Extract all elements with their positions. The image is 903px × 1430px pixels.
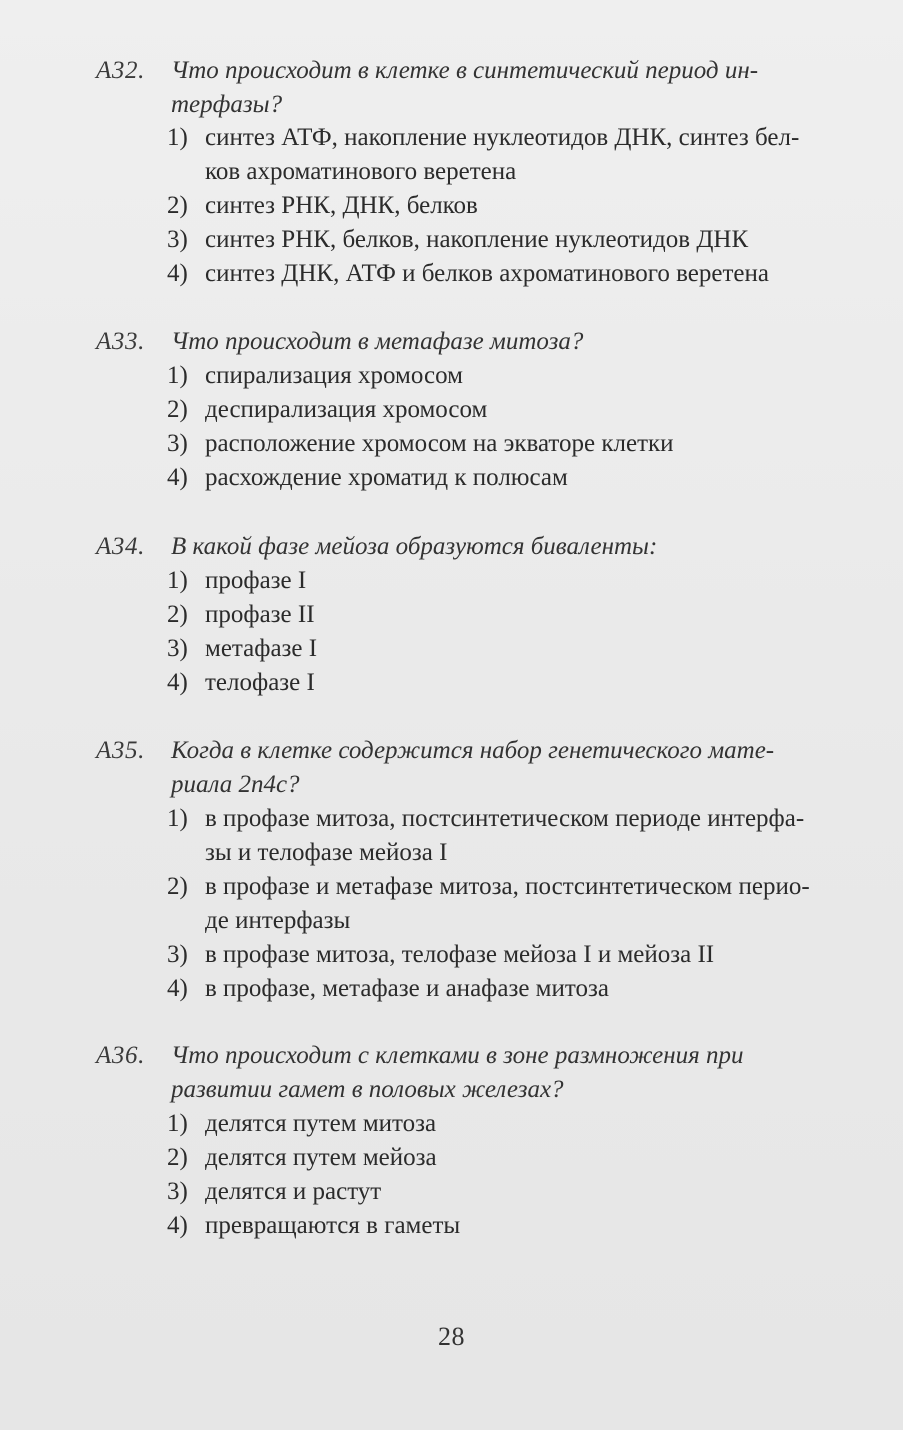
question-text: [171, 54, 867, 122]
answer-line: де интерфазы: [205, 907, 351, 934]
answer-list: [167, 564, 867, 700]
answer-option: [167, 461, 867, 495]
answer-number: 2): [167, 396, 188, 423]
answer-text: [205, 393, 867, 427]
answer-line: превращаются в гаметы: [205, 1212, 461, 1239]
answer-text: [205, 1209, 867, 1243]
answer-number: 2): [167, 873, 188, 900]
answer-text: [205, 223, 867, 257]
question-number: A35.: [96, 737, 145, 764]
answer-number: 4): [167, 260, 188, 287]
answer-line: синтез РНК, ДНК, белков: [205, 192, 478, 219]
question-text-line: Что происходит в метафазе митоза?: [171, 328, 584, 355]
answer-option: [167, 393, 867, 427]
answer-number: 2): [167, 192, 188, 219]
question-text: [171, 325, 867, 359]
answer-option: [167, 1141, 867, 1175]
answer-number: 2): [167, 601, 188, 628]
answer-line: в профазе митоза, телофазе мейоза I и мейоза II: [205, 941, 715, 968]
question-text-line: развитии гамет в половых железах?: [171, 1076, 564, 1103]
answer-number: 3): [167, 635, 188, 662]
answer-line: зы и телофазе мейоза I: [205, 839, 448, 866]
answer-line: синтез АТФ, накопление нуклеотидов ДНК, синтез бел-: [205, 124, 800, 151]
answer-line: профазе II: [205, 601, 315, 628]
answer-number: 2): [167, 1144, 188, 1171]
answer-line: в профазе митоза, постсинтетическом периоде интерфа-: [205, 805, 805, 832]
question-text-line: Когда в клетке содержится набор генетического мате-: [171, 737, 775, 764]
question-a34: [0, 530, 903, 696]
answer-option: [167, 257, 867, 291]
question-a33: [0, 325, 903, 491]
answer-option: [167, 938, 867, 972]
question-text-line: риала 2n4c?: [171, 771, 300, 798]
answer-option: [167, 189, 867, 223]
answer-text: [205, 1175, 867, 1209]
answer-text: [205, 427, 867, 461]
answer-line: в профазе, метафазе и анафазе митоза: [205, 975, 609, 1002]
answer-number: 3): [167, 941, 188, 968]
question-number: A33.: [96, 328, 145, 355]
answer-option: [167, 1209, 867, 1243]
answer-number: 1): [167, 1110, 188, 1137]
answer-line: синтез РНК, белков, накопление нуклеотидов ДНК: [205, 226, 749, 253]
answer-line: в профазе и метафазе митоза, постсинтетическом перио-: [205, 873, 810, 900]
question-text: [171, 734, 867, 802]
answer-option: [167, 666, 867, 700]
answer-number: 1): [167, 362, 188, 389]
question-text-line: Что происходит с клетками в зоне размножения при: [171, 1042, 744, 1069]
answer-line: телофазе I: [205, 669, 315, 696]
answer-line: профазе I: [205, 567, 307, 594]
answer-option: [167, 870, 867, 938]
answer-number: 3): [167, 430, 188, 457]
answer-line: делятся путем митоза: [205, 1110, 437, 1137]
question-number: A36.: [96, 1042, 145, 1069]
question-header: [0, 54, 903, 118]
answer-text: [205, 1107, 867, 1141]
answer-number: 4): [167, 669, 188, 696]
answer-text: [205, 598, 867, 632]
page-number: 28: [438, 1322, 465, 1351]
answer-number: 4): [167, 464, 188, 491]
answer-number: 1): [167, 567, 188, 594]
answer-line: спирализация хромосом: [205, 362, 463, 389]
answer-option: [167, 598, 867, 632]
answer-line: делятся и растут: [205, 1178, 382, 1205]
answer-text: [205, 359, 867, 393]
answer-text: [205, 632, 867, 666]
answer-line: синтез ДНК, АТФ и белков ахроматинового веретена: [205, 260, 769, 287]
answer-option: [167, 632, 867, 666]
answer-line: деспирализация хромосом: [205, 396, 488, 423]
answer-option: [167, 972, 867, 1006]
answer-number: 1): [167, 124, 188, 151]
answer-option: [167, 121, 867, 189]
answer-line: делятся путем мейоза: [205, 1144, 437, 1171]
answer-text: [205, 461, 867, 495]
answer-number: 3): [167, 1178, 188, 1205]
question-number: A34.: [96, 533, 145, 560]
answer-text: [205, 938, 867, 972]
answer-text: [205, 972, 867, 1006]
answer-list: [167, 1107, 867, 1243]
answer-number: 1): [167, 805, 188, 832]
question-header: [0, 734, 903, 798]
answer-line: расположение хромосом на экваторе клетки: [205, 430, 674, 457]
answer-text: [205, 1141, 867, 1175]
question-a36: [0, 1039, 903, 1239]
answer-option: [167, 1175, 867, 1209]
answer-line: расхождение хроматид к полюсам: [205, 464, 568, 491]
answer-number: 3): [167, 226, 188, 253]
answer-text: [205, 802, 867, 870]
question-a35: [0, 734, 903, 1002]
question-a32: [0, 54, 903, 287]
question-text: [171, 1039, 867, 1107]
answer-option: [167, 564, 867, 598]
question-text-line: В какой фазе мейоза образуются биваленты:: [171, 533, 658, 560]
answer-text: [205, 870, 867, 938]
answer-list: [167, 802, 867, 1006]
question-text-line: терфазы?: [171, 91, 283, 118]
answer-option: [167, 359, 867, 393]
answer-line: метафазе I: [205, 635, 318, 662]
question-header: [0, 530, 903, 565]
answer-list: [167, 359, 867, 495]
question-header: [0, 1039, 903, 1103]
question-number: A32.: [96, 57, 145, 84]
answer-text: [205, 666, 867, 700]
answer-text: [205, 121, 867, 189]
answer-option: [167, 1107, 867, 1141]
answer-text: [205, 564, 867, 598]
question-text: [171, 530, 867, 564]
answer-text: [205, 189, 867, 223]
answer-number: 4): [167, 975, 188, 1002]
question-text-line: Что происходит в клетке в синтетический период ин-: [171, 57, 759, 84]
answer-text: [205, 257, 867, 291]
answer-option: [167, 223, 867, 257]
answer-list: [167, 121, 867, 291]
answer-option: [167, 427, 867, 461]
answer-option: [167, 802, 867, 870]
answer-number: 4): [167, 1212, 188, 1239]
answer-line: ков ахроматинового веретена: [205, 158, 517, 185]
question-header: [0, 325, 903, 360]
